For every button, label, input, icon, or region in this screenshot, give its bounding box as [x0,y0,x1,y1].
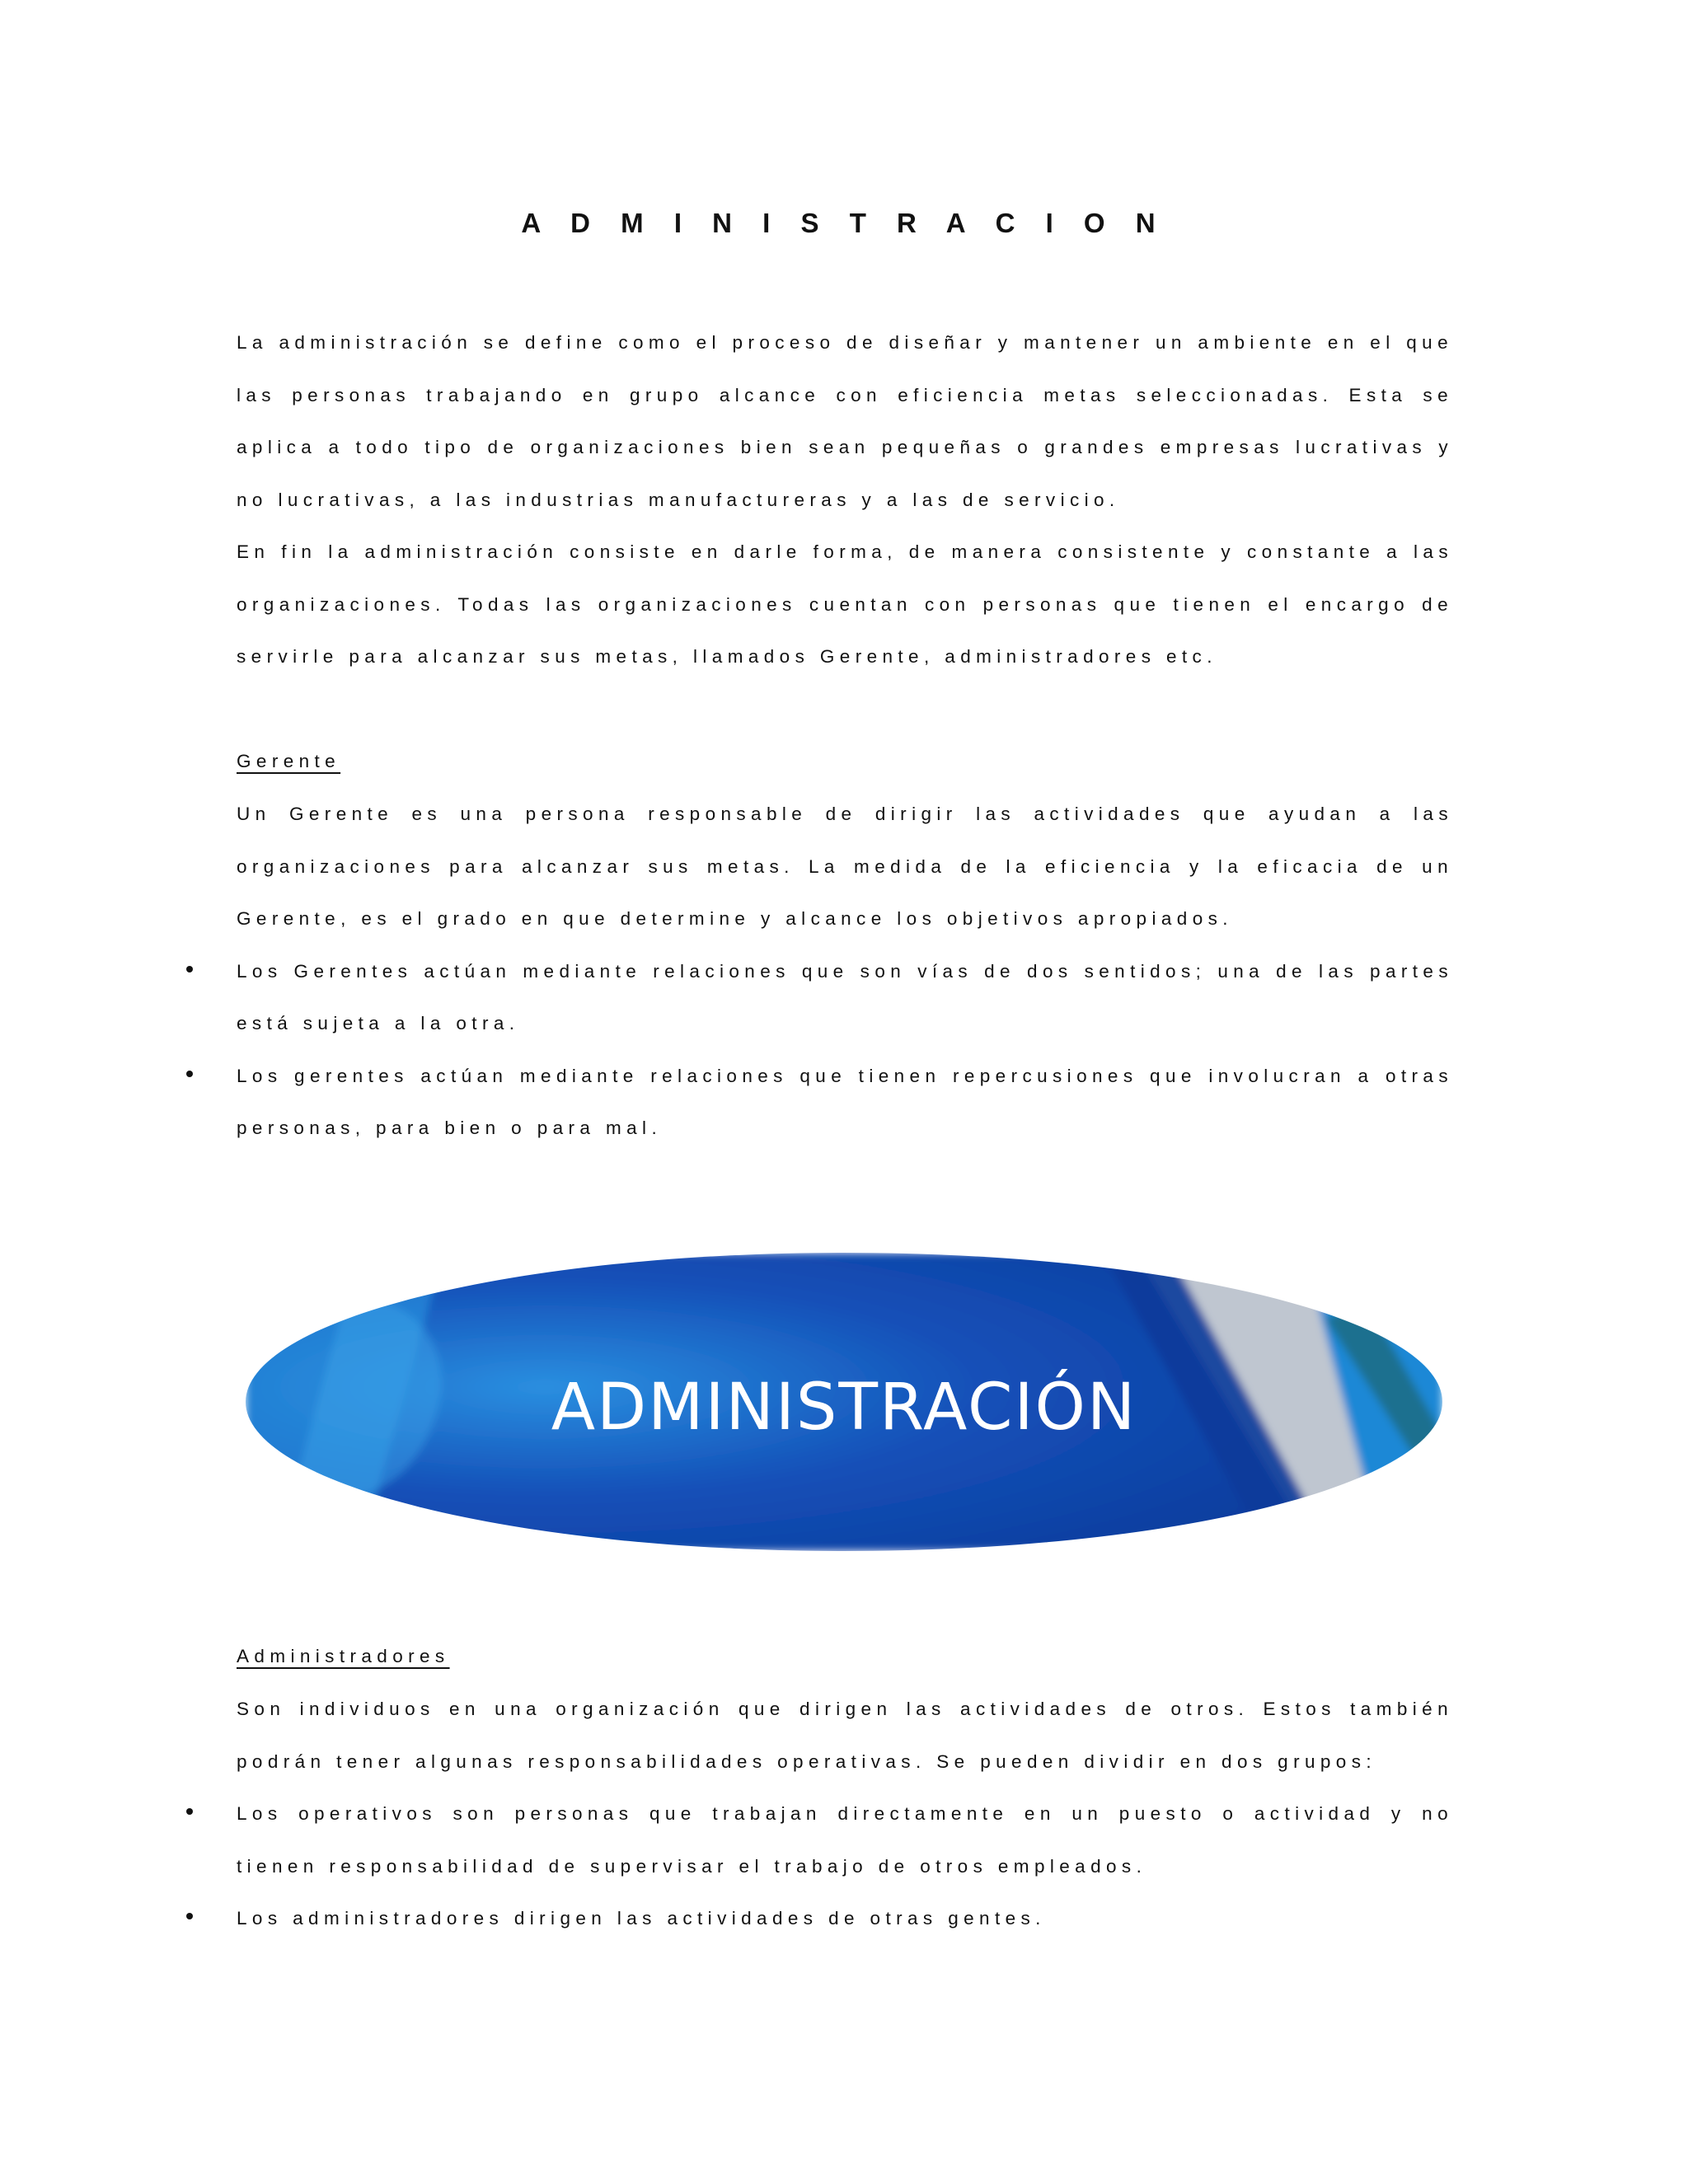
bullet-dot-icon [186,1808,193,1815]
page-title: A D M I N I S T R A C I O N [521,208,1167,238]
administradores-heading: Administradores [237,1646,450,1666]
gerente-heading: Gerente [237,751,341,771]
gerente-section [237,745,1453,1155]
administradores-bullet-text-1: Los operativos son personas que trabajan directamente en un puesto o actividad y no tienen responsabilidad de supervisar el trabajo de otros empleados. [237,1803,1453,1877]
bullet-dot-icon [186,1071,193,1077]
banner-text: ADMINISTRACIÓN [551,1371,1137,1445]
gerente-bullet-1 [237,945,1453,1050]
gerente-paragraph: Un Gerente es una persona responsable de dirigir las actividades que ayudan a las organizaciones para alcanzar sus metas. La medida de la eficiencia y la eficacia de un Gerente, es el grado en que determine y alcance los objetivos apropiados. [237,804,1453,929]
bullet-dot-icon [186,1913,193,1919]
administradores-section [237,1640,1453,1945]
intro-paragraph-1: La administración se define como el proceso de diseñar y mantener un ambiente en el que las personas trabajando en grupo alcance con eficiencia metas seleccionadas. Esta se aplica a todo tipo de organizaciones bien sean pequeñas o grandes empresas lucrativas y no lucrativas, a las industrias manufactureras y a las de servicio. [237,332,1453,510]
administradores-paragraph: Son individuos en una organización que dirigen las actividades de otros. Estos también podrán tener algunas responsabilidades operativas. Se pueden dividir en dos grupos: [237,1699,1453,1772]
gerente-bullet-2 [237,1050,1453,1155]
administradores-bullet-text-2: Los administradores dirigen las actividades de otras gentes. [237,1908,1046,1929]
administradores-bullet-1 [237,1788,1453,1892]
administracion-banner-image [246,1253,1442,1551]
intro-section [237,316,1453,683]
gerente-bullet-text-1: Los Gerentes actúan mediante relaciones que son vías de dos sentidos; una de las partes está sujeta a la otra. [237,960,1453,1033]
intro-paragraph-2: En fin la administración consiste en darle forma, de manera consistente y constante a las organizaciones. Todas las organizaciones cuentan con personas que tienen el encargo de servirle para alcanzar sus metas, llamados Gerente, administradores etc. [237,541,1453,667]
gerente-bullet-text-2: Los gerentes actúan mediante relaciones que tienen repercusiones que involucran a otras personas, para bien o para mal. [237,1065,1453,1138]
administradores-bullet-2 [237,1892,1453,1945]
bullet-dot-icon [186,966,193,972]
